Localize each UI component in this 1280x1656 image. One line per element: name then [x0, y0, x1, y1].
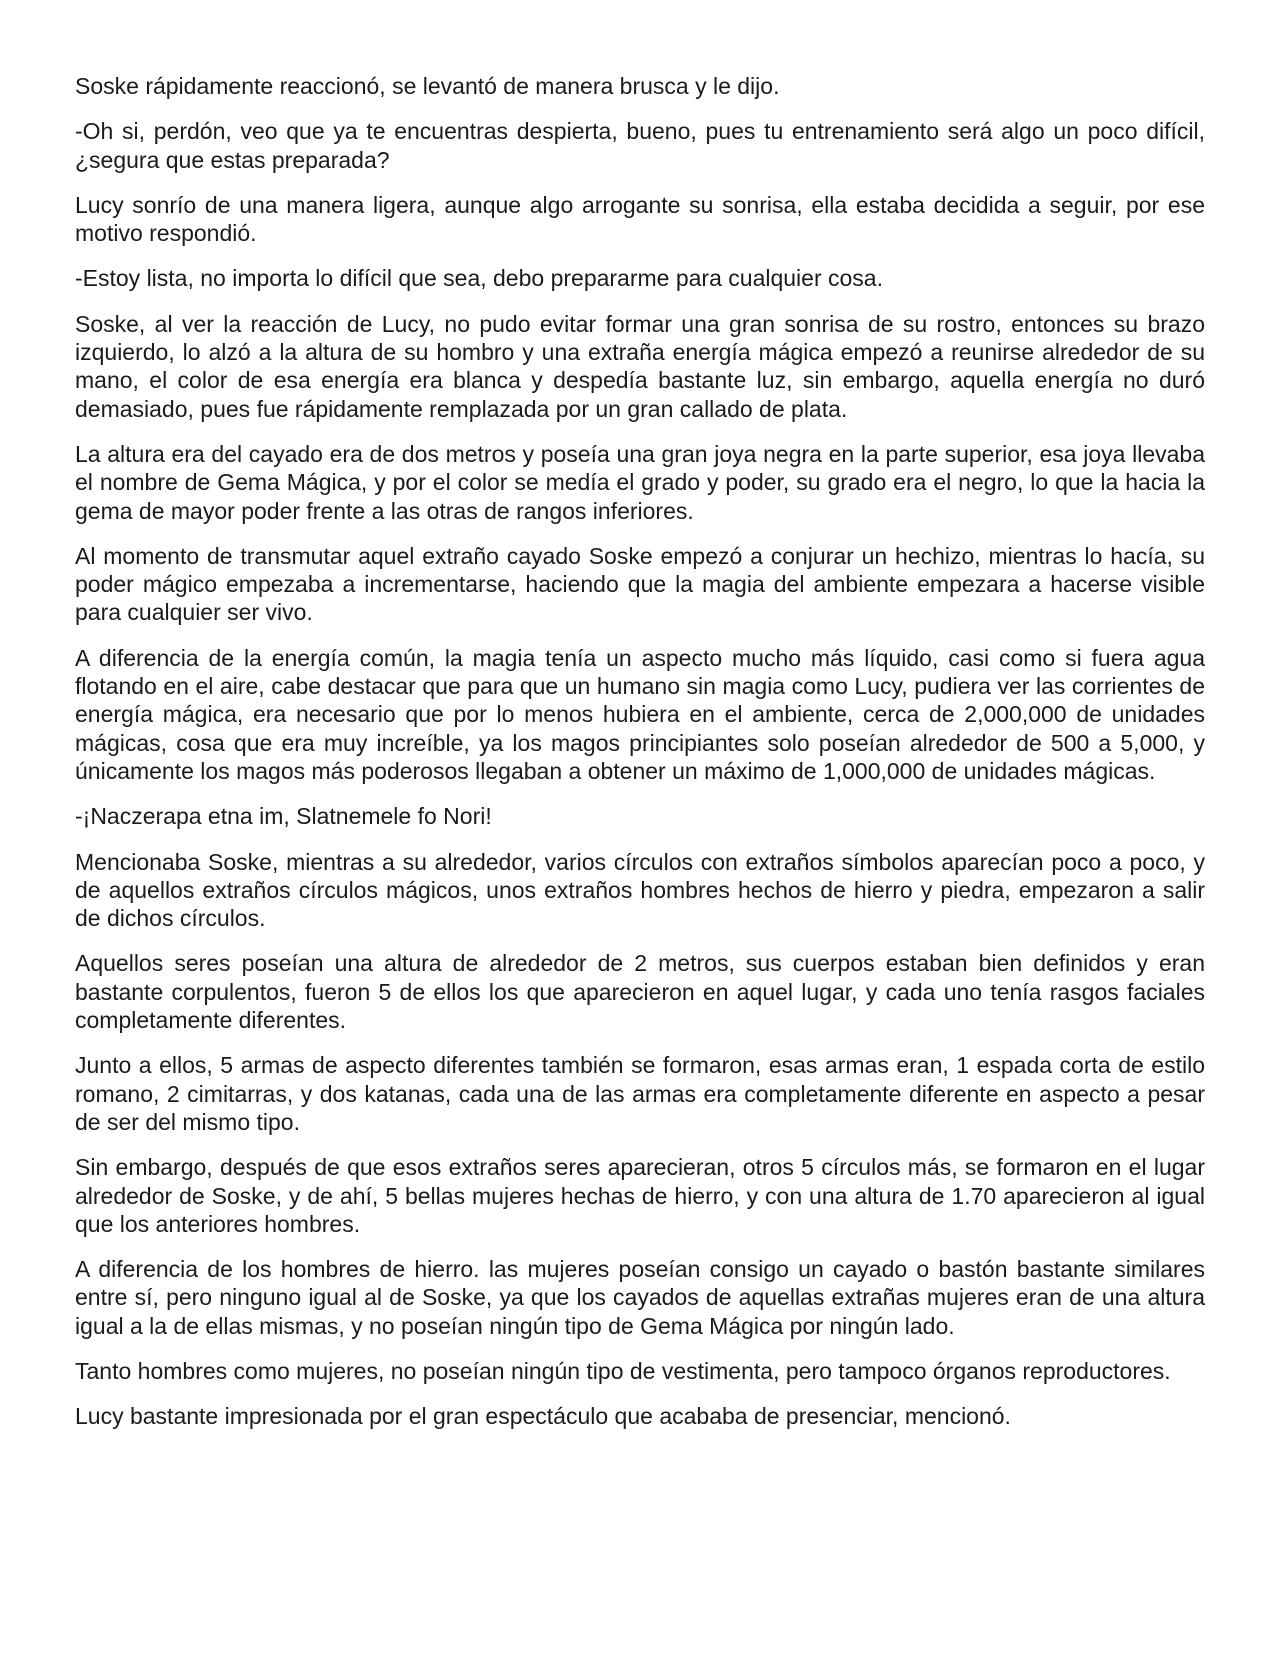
paragraph: A diferencia de los hombres de hierro. las mujeres poseían consigo un cayado o bastón bastante similares entre sí, pero ninguno igual al de Soske, ya que los cayados de aquellas extrañas mujeres eran de una altura igual a la de ellas mismas, y no poseían ningún tipo de Gema Mágica por ningún lado. [75, 1256, 1205, 1339]
paragraph: Aquellos seres poseían una altura de alrededor de 2 metros, sus cuerpos estaban bien definidos y eran bastante corpulentos, fueron 5 de ellos los que aparecieron en aquel lugar, y cada uno tenía rasgos faciales completamente diferentes. [75, 950, 1205, 1034]
paragraph: Soske, al ver la reacción de Lucy, no pudo evitar formar una gran sonrisa de su rostro, entonces su brazo izquierdo, lo alzó a la altura de su hombro y una extraña energía mágica empezó a reunirse alrededor de su mano, el color de esa energía era blanca y despedía bastante luz, sin embargo, aquella energía no duró demasiado, pues fue rápidamente remplazada por un gran callado de plata. [75, 310, 1205, 422]
paragraph: Junto a ellos, 5 armas de aspecto diferentes también se formaron, esas armas eran, 1 espada corta de estilo romano, 2 cimitarras, y dos katanas, cada una de las armas era completamente diferente en aspecto a pesar de ser del mismo tipo. [75, 1052, 1205, 1135]
paragraph: Al momento de transmutar aquel extraño cayado Soske empezó a conjurar un hechizo, mientras lo hacía, su poder mágico empezaba a incrementarse, haciendo que la magia del ambiente empezara a hacerse visible para cualquier ser vivo. [75, 542, 1205, 626]
paragraph: Tanto hombres como mujeres, no poseían ningún tipo de vestimenta, pero tampoco órganos reproductores. [75, 1357, 1171, 1384]
paragraph: Sin embargo, después de que esos extraños seres aparecieran, otros 5 círculos más, se formaron en el lugar alrededor de Soske, y de ahí, 5 bellas mujeres hechas de hierro, y con una altura de 1.70 aparecieron al igual que los anteriores hombres. [75, 1154, 1205, 1237]
document-page [75, 72, 1205, 1448]
paragraph: Soske rápidamente reaccionó, se levantó de manera brusca y le dijo. [75, 73, 780, 99]
paragraph: Lucy bastante impresionada por el gran espectáculo que acababa de presenciar, mencionó. [75, 1403, 1011, 1430]
paragraph: -Estoy lista, no importa lo difícil que sea, debo prepararme para cualquier cosa. [75, 265, 883, 292]
paragraph: -Oh si, perdón, veo que ya te encuentras despierta, bueno, pues tu entrenamiento será algo un poco difícil, ¿segura que estas preparada? [75, 118, 1205, 173]
paragraph: Mencionaba Soske, mientras a su alrededor, varios círculos con extraños símbolos aparecían poco a poco, y de aquellos extraños círculos mágicos, unos extraños hombres hechos de hierro y piedra, empezaron a salir de dichos círculos. [75, 848, 1205, 932]
paragraph: -¡Naczerapa etna im, Slatnemele fo Nori! [75, 803, 492, 830]
paragraph: A diferencia de la energía común, la magia tenía un aspecto mucho más líquido, casi como si fuera agua flotando en el aire, cabe destacar que para que un humano sin magia como Lucy, pudiera ver las corrientes de energía mágica, era necesario que por lo menos hubiera en el ambiente, cerca de 2,000,000 de unidades mágicas, cosa que era muy increíble, ya los magos principiantes solo poseían alrededor de 500 a 5,000, y únicamente los magos más poderosos llegaban a obtener un máximo de 1,000,000 de unidades mágicas. [75, 644, 1205, 784]
paragraph: Lucy sonrío de una manera ligera, aunque algo arrogante su sonrisa, ella estaba decidida a seguir, por ese motivo respondió. [75, 191, 1205, 247]
paragraph: La altura era del cayado era de dos metros y poseía una gran joya negra en la parte superior, esa joya llevaba el nombre de Gema Mágica, y por el color se medía el grado y poder, su grado era el negro, lo que la hacia la gema de mayor poder frente a las otras de rangos inferiores. [75, 440, 1205, 524]
